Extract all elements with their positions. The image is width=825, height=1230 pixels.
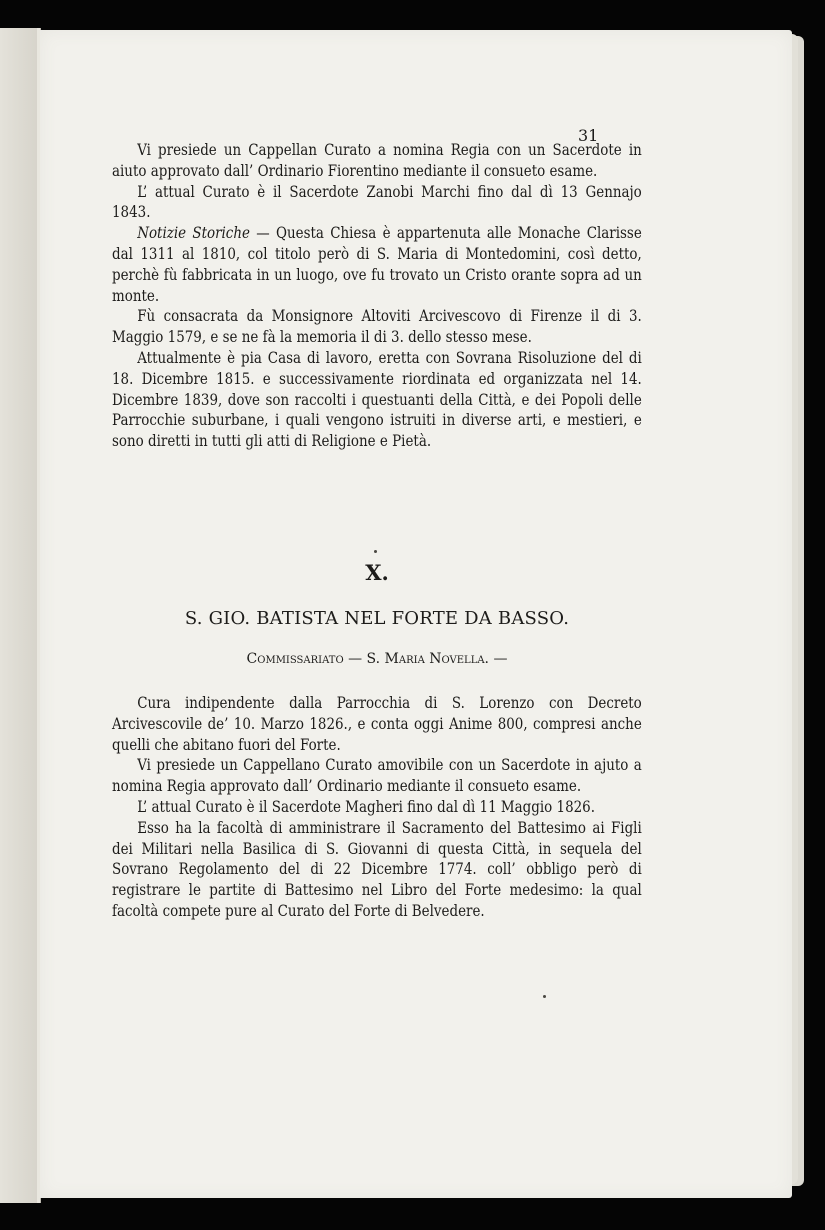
left-page-shadow bbox=[0, 28, 37, 1203]
paragraph: Vi presiede un Cappellan Curato a nomina Regia con un Sacerdote in aiuto approvato dall’ Ordinario Fiorentino mediante il consueto esame. bbox=[112, 140, 642, 180]
paragraph: Attualmente è pia Casa di lavoro, eretta con Sovrana Risoluzione del di 18. Dicembre 1815. e successivamente riordinata ed organizzata nel 14. Dicembre 1839, dove son raccolti i questuanti della Città, e dei Popoli delle Parrocchie suburbane, i quali vengono istruiti in diverse arti, e mestieri, e sono diretti in tutti gli atti di Religione e Pietà. bbox=[112, 347, 642, 451]
notizie-paragraph bbox=[112, 223, 642, 306]
paragraph: L’ attual Curato è il Sacerdote Zanobi Marchi fino dal dì 13 Gennajo 1843. bbox=[112, 181, 642, 222]
ink-speck bbox=[374, 550, 377, 553]
ink-speck bbox=[543, 995, 546, 998]
paragraph: Cura indipendente dalla Parrocchia di S. Lorenzo con Decreto Arcivescovile de’ 10. Marzo 1826., e conta oggi Anime 800, compresi anche quelli che abitano fuori del Forte. bbox=[112, 693, 642, 754]
paragraph: L’ attual Curato è il Sacerdote Magheri fino dal dì 11 Maggio 1826. bbox=[137, 796, 596, 816]
notizie-text: — Questa Chiesa è appartenuta alle Monache Clarisse dal 1311 al 1810, col titolo però di S. Maria di Montedomini, così detto, perchè fù fabbricata in un luogo, ove fu trovato un Cristo orante sopra ad un monte. bbox=[112, 223, 642, 305]
section-subtitle: Commissariato — S. Maria Novella. — bbox=[246, 651, 508, 667]
section-title: S. GIO. BATISTA NEL FORTE DA BASSO. bbox=[184, 608, 570, 629]
paragraph: Esso ha la facoltà di amministrare il Sacramento del Battesimo ai Figli dei Militari nella Basilica di S. Giovanni di questa Città, in sequela del Sovrano Regolamento del di 22 Dicembre 1774. coll’ obbligo però di registrare le partite di Battesimo nel Libro del Forte medesimo: la qual facoltà compete pure al Curato del Forte di Belvedere. bbox=[112, 817, 642, 920]
section-numeral: X. bbox=[365, 560, 389, 585]
bottom-text-block bbox=[112, 693, 642, 922]
top-text-block bbox=[112, 125, 642, 452]
page-number: 31 bbox=[578, 126, 599, 145]
paragraph: Vi presiede un Cappellano Curato amovibile con un Sacerdote in ajuto a nomina Regia approvato dall’ Ordinario mediante il consueto esame. bbox=[112, 755, 642, 796]
notizie-label: Notizie Storiche bbox=[137, 223, 250, 243]
paragraph: Fù consacrata da Monsignore Altoviti Arcivescovo di Firenze il di 3. Maggio 1579, e se ne fà la memoria il di 3. dello stesso mese. bbox=[112, 306, 642, 347]
